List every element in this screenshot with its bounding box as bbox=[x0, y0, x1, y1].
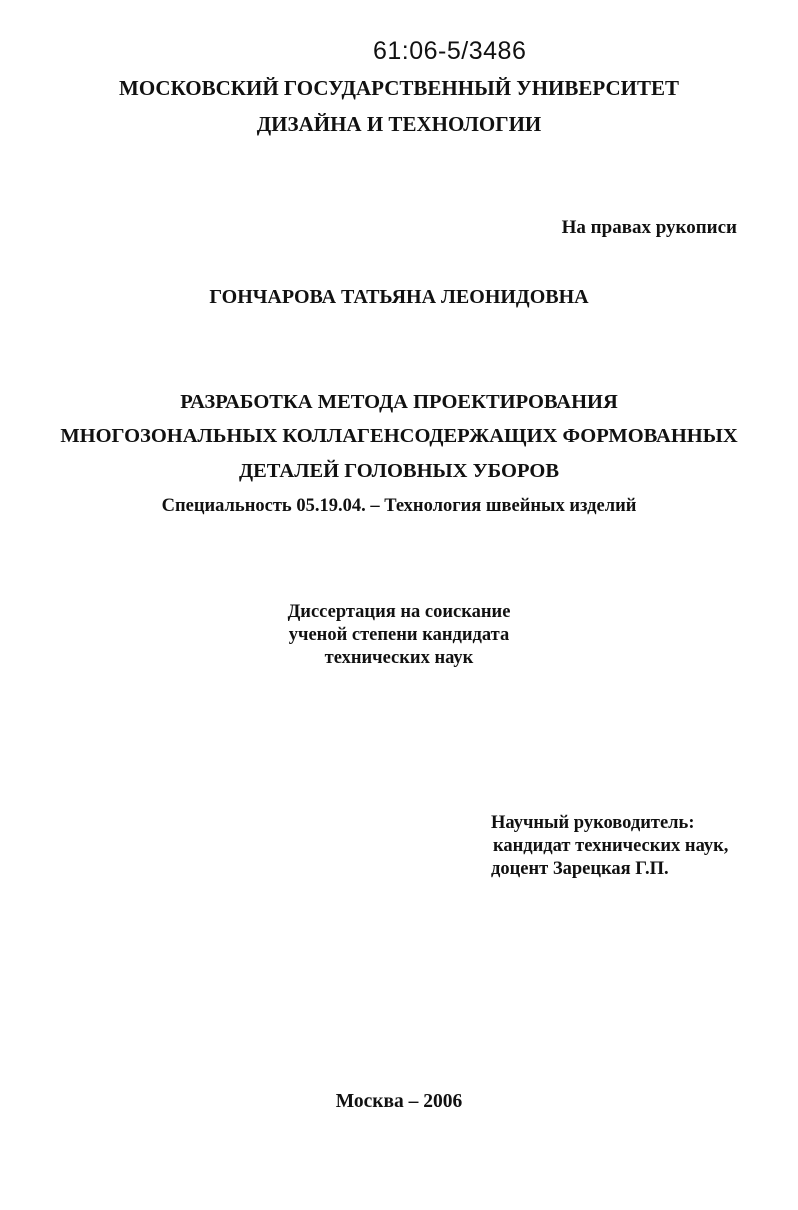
specialty: Специальность 05.19.04. – Технология швейных изделий bbox=[161, 496, 637, 516]
author-name: ГОНЧАРОВА ТАТЬЯНА ЛЕОНИДОВНА bbox=[209, 286, 589, 308]
advisor-name: доцент Зарецкая Г.П. bbox=[491, 859, 669, 879]
thesis-title-line2: МНОГОЗОНАЛЬНЫХ КОЛЛАГЕНСОДЕРЖАЩИХ ФОРМОВАННЫХ bbox=[60, 425, 738, 447]
dissertation-line1: Диссертация на соискание bbox=[287, 602, 511, 622]
catalog-number: 61:06-5/3486 bbox=[373, 37, 527, 65]
dissertation-line2: ученой степени кандидата bbox=[288, 625, 510, 645]
advisor-degree: кандидат технических наук, bbox=[493, 836, 729, 856]
city-year: Москва – 2006 bbox=[335, 1091, 463, 1112]
dissertation-line3: технических наук bbox=[324, 648, 474, 668]
thesis-title-line3: ДЕТАЛЕЙ ГОЛОВНЫХ УБОРОВ bbox=[238, 460, 560, 482]
thesis-title-line1: РАЗРАБОТКА МЕТОДА ПРОЕКТИРОВАНИЯ bbox=[180, 391, 618, 413]
manuscript-rights: На правах рукописи bbox=[561, 217, 737, 238]
university-name-line2: ДИЗАЙНА И ТЕХНОЛОГИИ bbox=[256, 112, 542, 136]
advisor-label: Научный руководитель: bbox=[491, 813, 695, 833]
university-name-line1: МОСКОВСКИЙ ГОСУДАРСТВЕННЫЙ УНИВЕРСИТЕТ bbox=[119, 76, 679, 100]
